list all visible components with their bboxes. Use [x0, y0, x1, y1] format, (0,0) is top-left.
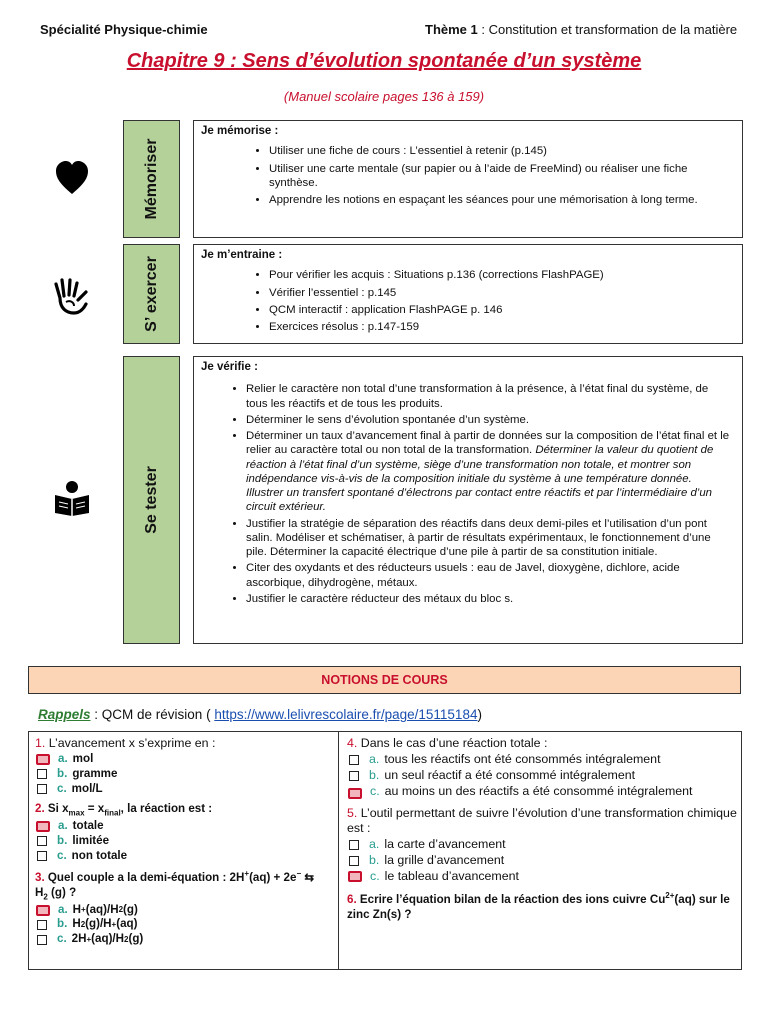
checked-checkbox[interactable]	[348, 788, 362, 799]
question-2: 2. Si $x_{max} = x_{final}$, la réaction est :	[35, 802, 213, 818]
qcm-divider	[338, 732, 339, 969]
checkbox[interactable]	[349, 755, 359, 765]
exercer-list	[194, 268, 732, 334]
list-item: • Utiliser une fiche de cours : L’essentiel à retenir (p.145)	[269, 144, 732, 158]
rappels-close: )	[477, 707, 482, 722]
option-3c[interactable]: c. 2H + (aq)/H 2 (g)	[35, 932, 335, 947]
question-4: 4. Dans le cas d’une réaction totale :	[347, 736, 548, 750]
tester-box	[193, 356, 743, 644]
checkbox[interactable]	[37, 769, 47, 779]
question-1	[35, 736, 335, 752]
option-4a[interactable]: a. tous les réactifs ont été consommés intégralement	[347, 752, 737, 768]
memoriser-list	[194, 144, 732, 207]
exercer-heading: Je m’entraine :	[201, 249, 283, 261]
rappels-link[interactable]: https://www.lelivrescolaire.fr/page/15115184	[214, 707, 478, 722]
list-item: • Vérifier l’essentiel : p.145	[269, 286, 732, 300]
option-4c[interactable]: c. au moins un des réactifs a été consommé intégralement	[347, 784, 737, 800]
question-number: 1.	[35, 736, 46, 750]
checkbox[interactable]	[349, 856, 359, 866]
reader-icon	[52, 478, 92, 518]
option-1a[interactable]: a. mol	[35, 752, 335, 767]
memoriser-box	[193, 120, 743, 238]
option-4b[interactable]: b. un seul réactif a été consommé intégralement	[347, 768, 737, 784]
header-theme	[425, 22, 737, 37]
question-3: 3. Quel couple a la demi-équation : 2H+(aq) + 2e− ⇆ $H_2$ (g) ?	[35, 869, 315, 902]
italic-objective-2: Illustrer un transfert spontané d’électrons par contact entre réactifs et par l’intermédiaire d’un circuit extérieur.	[246, 487, 712, 514]
hand-icon	[52, 276, 92, 316]
list-item: • Justifier la stratégie de séparation des réactifs dans deux demi-piles et l’utilisation d’un pont salin. Modéliser et schématiser, à partir de résultats expérimentaux, le fonctionnement d’une pile. Déterminer la capacité électrique d’une pile à partir de sa constitution initiale.	[246, 517, 732, 560]
checked-checkbox[interactable]	[36, 905, 50, 916]
side-label-memoriser: Mémoriser	[123, 120, 180, 238]
notions-banner: NOTIONS DE COURS	[28, 666, 741, 694]
list-item: • Déterminer un taux d’avancement final à partir de données sur la composition de l’état final et le relier au caractère total ou non total de la transformation. Déterminer la valeur du quotient de réaction à l’état final d’un système, siège d’une transformation non totale, et montrer son indépendance vis-à-vis de la composition initiale du système à une température donnée. Illustrer un transfert spontané d’électrons par contact entre réactifs et par l’intermédiaire d’un circuit extérieur.	[246, 429, 732, 515]
list-item: • Relier le caractère non total d’une transformation à la présence, à l’état final du système, de tous les réactifs et de tous les produits.	[246, 382, 732, 411]
question-6: 6. Ecrire l’équation bilan de la réaction des ions cuivre $Cu^{2+}(aq)$ sur le zinc Zn(s) ?	[347, 890, 730, 921]
option-5a[interactable]: a. la carte d’avancement	[347, 837, 737, 853]
rappels-line	[38, 707, 482, 722]
question-5: 5. L’outil permettant de suivre l’évolution d’une transformation chimique est :	[347, 805, 737, 836]
qcm-left-column	[35, 734, 335, 947]
list-item: • Citer des oxydants et des réducteurs usuels : eau de Javel, dioxygène, dichlore, acide ascorbique, dihydrogène, métaux.	[246, 561, 732, 590]
side-label-exercer: S’ exercer	[123, 244, 180, 344]
list-item: • QCM interactif : application FlashPAGE p. 146	[269, 303, 732, 317]
option-1c[interactable]: c. mol/L	[35, 782, 335, 797]
option-1b[interactable]: b. gramme	[35, 767, 335, 782]
option-3b[interactable]: b. H 2 (g)/H + (aq)	[35, 917, 335, 932]
side-label-tester: Se tester	[123, 356, 180, 644]
list-item: • Apprendre les notions en espaçant les séances pour une mémorisation à long terme.	[269, 193, 732, 207]
checkbox[interactable]	[37, 784, 47, 794]
option-5b[interactable]: b. la grille d’avancement	[347, 853, 737, 869]
exercer-box	[193, 244, 743, 344]
option-2c[interactable]: c. non totale	[35, 849, 335, 864]
list-item: • Pour vérifier les acquis : Situations p.136 (corrections FlashPAGE)	[269, 268, 732, 282]
checkbox[interactable]	[37, 935, 47, 945]
heart-icon	[52, 158, 92, 198]
checked-checkbox[interactable]	[348, 871, 362, 882]
rappels-label: Rappels	[38, 707, 91, 722]
list-item: • Exercices résolus : p.147-159	[269, 320, 732, 334]
checkbox[interactable]	[37, 920, 47, 930]
checked-checkbox[interactable]	[36, 754, 50, 765]
checkbox[interactable]	[349, 771, 359, 781]
header-subject: Spécialité Physique-chimie	[40, 22, 208, 37]
checked-checkbox[interactable]	[36, 821, 50, 832]
page-title: Chapitre 9 : Sens d’évolution spontanée d’un système	[126, 50, 642, 72]
header-theme-text: : Constitution et transformation de la matière	[477, 22, 738, 37]
option-2b[interactable]: b. limitée	[35, 834, 335, 849]
list-item: • Utiliser une carte mentale (sur papier ou à l’aide de FreeMind) ou réaliser une fiche synthèse.	[269, 162, 732, 191]
tester-heading: Je vérifie :	[201, 361, 258, 373]
tester-list	[194, 382, 732, 606]
page-subtitle: (Manuel scolaire pages 136 à 159)	[283, 89, 485, 104]
option-2a[interactable]: a. totale	[35, 819, 335, 834]
memoriser-heading: Je mémorise :	[201, 125, 279, 137]
list-item: • Justifier le caractère réducteur des métaux du bloc s.	[246, 592, 732, 606]
list-item: • Déterminer le sens d’évolution spontanée d’un système.	[246, 413, 732, 427]
qcm-table	[28, 731, 742, 970]
checkbox[interactable]	[349, 840, 359, 850]
header-theme-label: Thème 1	[425, 22, 478, 37]
checkbox[interactable]	[37, 836, 47, 846]
qcm-right-column	[347, 734, 737, 922]
italic-objective: Déterminer la valeur du quotient de réaction à l’état final d’un système, siège d’une transformation non totale, et montrer son indépendance vis-à-vis de la composition initiale du système à une température donnée.	[246, 444, 714, 485]
rappels-text: : QCM de révision (	[90, 707, 215, 722]
option-5c[interactable]: c. le tableau d’avancement	[347, 869, 737, 885]
question-text: L’avancement x s’exprime en :	[45, 736, 216, 750]
option-3a[interactable]: a. H + (aq)/H 2 (g)	[35, 903, 335, 918]
checkbox[interactable]	[37, 851, 47, 861]
